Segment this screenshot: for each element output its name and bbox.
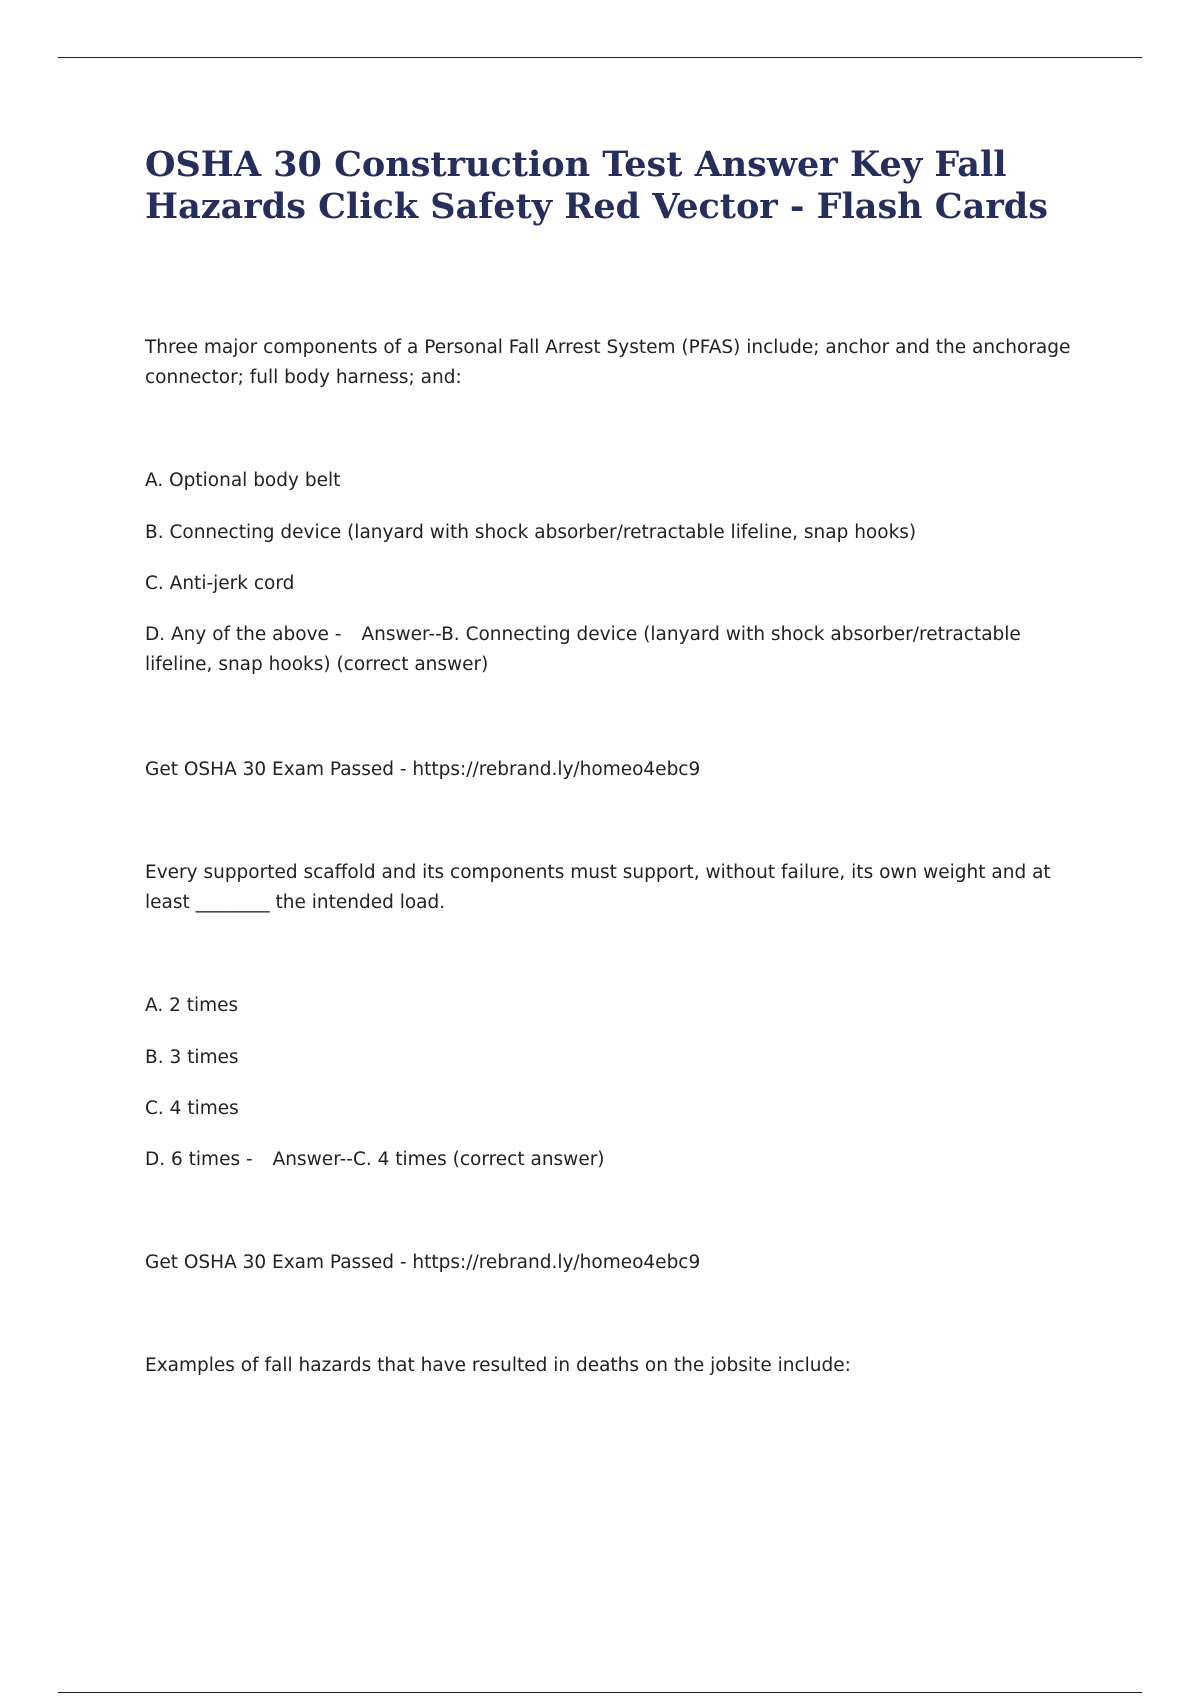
question-1-option-d-label: D. Any of the above - xyxy=(145,624,342,645)
question-2-answer: Answer--C. 4 times (correct answer) xyxy=(272,1149,605,1170)
question-1-option-d xyxy=(145,620,1085,680)
document-title: OSHA 30 Construction Test Answer Key Fall Hazards Click Safety Red Vector - Flash Cards xyxy=(145,144,1048,227)
question-2-option-c: C. 4 times xyxy=(145,1098,239,1119)
question-2-option-a: A. 2 times xyxy=(145,995,239,1016)
question-3-text: Examples of fall hazards that have resulted in deaths on the jobsite include: xyxy=(145,1355,851,1376)
question-1-option-c: C. Anti-jerk cord xyxy=(145,573,295,594)
question-1-text: Three major components of a Personal Fall Arrest System (PFAS) include; anchor and the anchorage connector; full body harness; and: xyxy=(145,337,1071,388)
question-2-option-b: B. 3 times xyxy=(145,1047,239,1068)
question-1-option-a: A. Optional body belt xyxy=(145,470,341,491)
question-1-option-b: B. Connecting device (lanyard with shock absorber/retractable lifeline, snap hooks) xyxy=(145,522,917,543)
page-top-rule xyxy=(58,57,1142,58)
question-1-answer: Answer--B. Connecting device (lanyard with shock absorber/retractable lifeline, snap hooks) (correct answer) xyxy=(145,624,1021,675)
promo-link-2[interactable]: Get OSHA 30 Exam Passed - https://rebrand.ly/homeo4ebc9 xyxy=(145,1252,701,1273)
question-2-option-d xyxy=(145,1145,1085,1175)
page-bottom-rule xyxy=(58,1692,1142,1693)
promo-link-1[interactable]: Get OSHA 30 Exam Passed - https://rebrand.ly/homeo4ebc9 xyxy=(145,759,701,780)
question-2-text: Every supported scaffold and its components must support, without failure, its own weight and at least ________ the intended load. xyxy=(145,862,1051,913)
question-2-option-d-label: D. 6 times - xyxy=(145,1149,253,1170)
